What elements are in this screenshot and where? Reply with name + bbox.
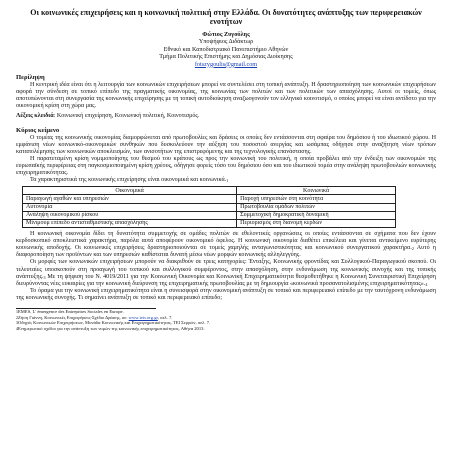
main-heading: Κύριος κείμενο [16,126,60,134]
table-cell: Συμμετοχική δημοκρατική δυναμική [237,211,396,219]
table-row [23,211,396,219]
table-cell: Πρωτοβουλία ομάδων πολιτών [237,203,396,211]
table-cell: Ανάληψη οικονομικού ρίσκου [23,211,237,219]
table-header-row [23,187,396,195]
table-row [23,195,396,203]
author-name: Φώτιος Ζυγούλης [202,31,250,38]
footnote-text: Οδηγός Κοινωνικών Επιχειρήσεων, Μονάδα Κοινωνικής και Επιχειρηματικότητας, ΤΕΙ Σερρών, σελ. 7. [18,320,211,326]
table-cell: Μίνιμουμ επίπεδο αντισταθμιστικής απασχόλησης [23,219,237,227]
table-header-economic: Οικονομικά [23,187,237,195]
paragraph-5-tail: Με τη ψήφιση του Ν. 4019/2011 για την Κοινωνική Οικονομία και Κοινωνική Επιχειρηματικότητα θεσμοθετήθηκε η Κοινωνική Συνεταιριστική Επιχείρηση διευρύνοντας νέες ευκαιρίες για την κοινωνική διεύρυνση της επιχειρηματικής πρωτοβουλίας με τη δημιουργία «κοινωνικά προσανατολισμένης επιχειρηματικότητας». [16,273,436,287]
footnote-4 [16,326,436,332]
keywords-text: : Κοινωνική επιχείρηση, Κοινωνική πολιτική, Κοινοτισμός. [53,113,200,120]
main-paragraph-1: Ο τομέας της κοινωνικής οικονομίας διαμορφώνεται από πρωτοβουλίες και δράσεις οι οποίες δεν εντάσσονται στη σφαίρα του δημόσιου ή του ιδιωτικού χώρου. Η εμφάνιση νέων κοινωνικό-οικονομικών συνθηκών που δυσκολεύουν την αύξηση του ποσοστού ανεργίας και ωσάμπας οδήγησε στην αναζήτηση νέων τρόπων καταπολέμησης των κοινωνικών αποκλεισμών, των ανισοτήτων της επιστρεφόμενης και της τεχνολογικής επανάστασης. [16,134,436,155]
characteristics-table [22,186,396,228]
footnote-number: 3 [16,320,18,326]
main-paragraph-2: Η παρατεταμένη κρίση νομιμοποίησης του θεσμού του κράτους ως προς την κοινωνική του πολιτική, η οποία προβάλει από την ένδειξη των οικονομιών της ευρωπαϊκής περιφέρειας στη παγκοσμιοποιημένη κρίση χρέους, οδήγησε φορείς τόσο του δημόσιου όσο και του ιδιωτικού τομέα στην ανάληψη πρωτοβουλιών κοινωνικής επιχειρηματικότητας. [16,155,436,176]
author-email-link[interactable]: fotszygoulis@gmail.com [194,60,258,68]
footnote-tail: , σελ. 7. [157,314,173,320]
table-header-social: Κοινωνικά [237,187,396,195]
footnote-ref-1[interactable]: 1 [226,178,229,184]
footnote-ref-3[interactable]: 3 [43,274,46,280]
paragraph-4-text: Η κοινωνική οικονομία δίδει τη δυνατότητα συμμετοχής σε ομάδες πολιτών σε εθελοντικές οργανώσεις οι οποίες εντάσσονται σε σχήματα που δεν έχουν κερδοσκοπικό αποκλειστικά χαρακτήρα, παρόλα αυτά αποφέρουν οικονομικό όφελος. Η κοινωνική οικονομία διαθέτει επικέλεια και γίνεται αντικείμενο ευρύτερης κοινωνικής αποδοχής. Οι κοινωνικές επιχειρήσεις δραστηριοποιούνται σε τομείς χαμηλής ανταγωνιστικότητας και κοινωνικού συνεργατικού χαρακτήρα. [16,231,436,252]
table-cell: Παραγωγή αγαθών και υπηρεσιών [23,195,237,203]
footnote-number: 4 [16,325,18,331]
footnote-text: EMES, L' émergence des Entreprises Sociales en Europe. [18,309,124,315]
main-paragraph-4 [16,231,436,259]
keywords-label: Λέξεις κλειδιά [16,113,54,120]
footnote-number: 2 [16,314,18,320]
main-paragraph-5 [16,259,436,287]
table-cell: Παροχή υπηρεσιών στη κοινότητα [237,195,396,203]
table-intro-text: Τα χαρακτηριστικά της κοινωνικής επιχείρησης είναι οικονομικά και κοινωνικά. [30,177,227,184]
paragraph-5-text: Οι μορφές των κοινωνικών επιχειρήσεων μπορούν να διακριθούν σε τρεις κατηγορίες: Ένταξης, Κοινωνικής φροντίδας και Συλλογικού-Παραγωγικού σκοπού. Οι τελευταίες υποσκοπούν στη προαγωγή του τοπικού και συλλογικού συμφέροντος, στην απασχόληση, στην ενδυνάμωση της κοινωνικής συνοχής και της τοπικής ανάπτυξης. [16,259,436,280]
footnote-link[interactable]: www.ieis.org.gr [128,314,158,320]
author-role: Υποψήφιος Διδάκτωρ [198,38,254,46]
table-row [23,203,396,211]
paper-title: Οι κοινωνικές επιχειρήσεις και η κοινωνική πολιτική στην Ελλάδα. Οι δυνατότητες ανάπτυξης των περιφερειακών ενοτήτων [30,8,422,26]
footnote-ref-4[interactable]: 4 [425,281,428,287]
table-cell: Περιορισμός στη διανομή κερδών [237,219,396,227]
abstract-heading: Περίληψη [16,74,45,82]
main-paragraph-3 [16,177,436,184]
author-university: Εθνικό και Καποδιστριακό Πανεπιστήμιο Αθηνών [163,45,289,53]
footnote-ref-2[interactable]: 2 [411,246,414,252]
table-cell: Αυτονομία [23,203,237,211]
paragraph-4-tail: Αυτό η διαφοροποίηση των προϊόντων και των υπηρεσιών καθίσταται δυνατή μέσω νέων μορφών κοινωνικής αλληλεγγύης. [16,245,436,259]
table-row [23,219,396,227]
footnote-number: 1 [16,309,18,315]
footnote-text: Ζήση Γιάννη, Κοινωνικές Επιχειρήσεις-Σχέδιο Δράσης, σε: [18,314,129,320]
footnote-text: Ενημερωτικό σχέδιο για την ανάπτυξη των νομών της κοινωνικής επιχειρηματικότητας, Αθήνα 2013. [18,325,205,331]
abstract-text: Η κεντρική ιδέα είναι ότι η λειτουργία των κοινωνικών επιχειρήσεων μπορεί να συντελέσει στη τοπική ανάπτυξη. Η δραστηριοποίηση των κοινωνικών επιχειρήσεων αφορά την σύνδεση σε τοπικό επίπεδο της πραγματικής οικονομίας, της κοινωνίας των πολιτών και των πολιτικών των απασχόλησης. Αυτοί οι τομείς, όπως αποτυπώνονται στη συνεργασία της κοινωνικής επιχείρησης με τη τοπική αυτοδιοίκηση αναζωογονούν τον ελληνικό κοινοτισμό, ο οποίος μπορεί να είναι αντίδοτο για την οικονομική κρίση στη χώρα μας. [16,82,436,110]
keywords-line [16,113,436,120]
author-block [16,31,436,68]
main-paragraph-6: Το όραμα για την κοινωνική επιχειρηματικότητα είναι η συνεισφορά στην οικονομική ανάπτυξη σε τοπικό και περιφερειακό επίπεδο με την ταυτόχρονη ενδυνάμωση της κοινωνικής συνοχής. Τι σημαίνει ανάπτυξη σε τοπικό και περιφερειακό επίπεδο; [16,287,436,301]
author-department: Τμήμα Πολιτικής Επιστήμης και Δημόσιας Διοίκησης [159,53,293,61]
